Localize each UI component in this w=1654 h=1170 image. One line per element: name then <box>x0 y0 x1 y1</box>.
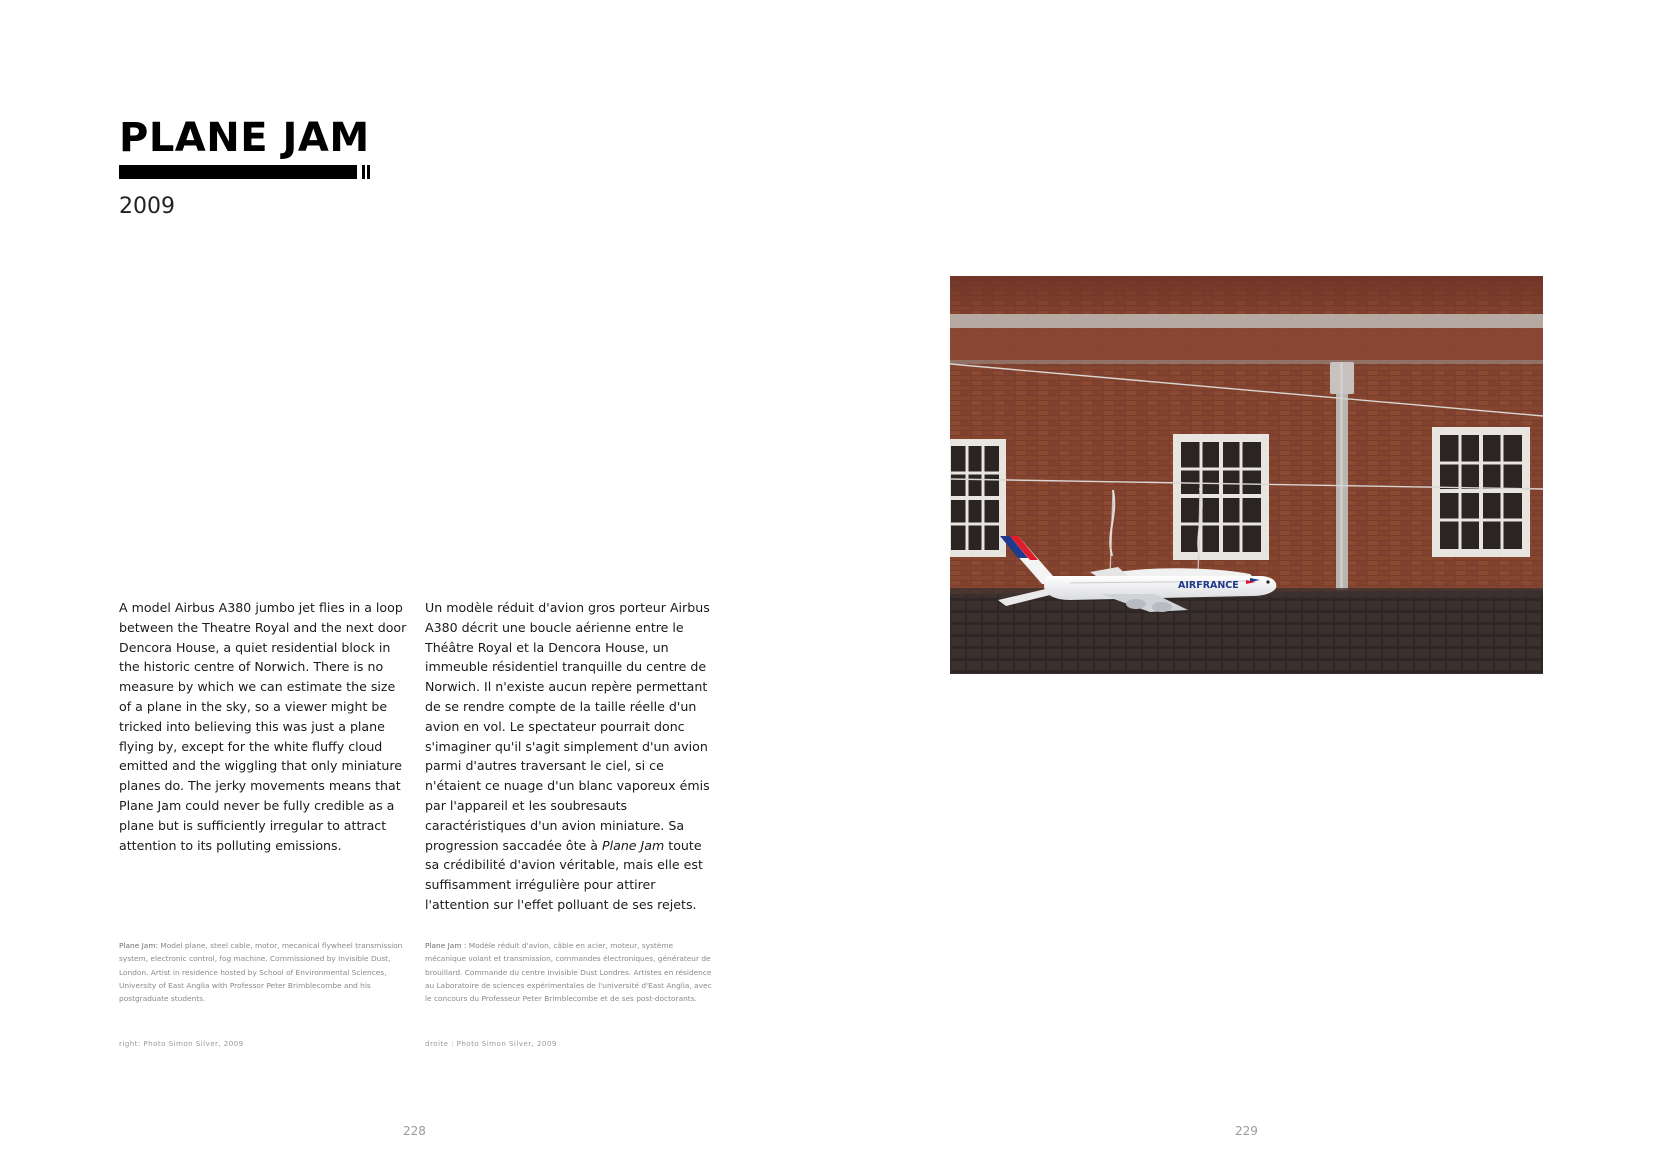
page-title: PLANE JAM <box>119 115 370 161</box>
caption-english-label: Plane Jam: <box>119 941 159 950</box>
title-underline-bar <box>119 165 357 179</box>
description-english: A model Airbus A380 jumbo jet flies in a loop between the Theatre Royal and the next door Dencora House, a quiet residential block in the historic centre of Norwich. There is no measure by which we can estimate the size of a plane in the sky, so a viewer might be tricked into believing this was just a plane flying by, except for the white fluffy cloud emitted and the wiggling that only miniature planes do. The jerky movements means that Plane Jam could never be fully credible as a plane but is sufficiently irregular to attract attention to its polluting emissions. <box>119 600 407 853</box>
description-french-part-2: toute sa crédibilité d'avion véritable, mais elle est suffisamment irrégulière pour attirer l'attention sur l'effet polluant de ses rejets. <box>425 837 703 912</box>
title-bar-tick-2 <box>367 165 370 179</box>
photo-credit-french: droite : Photo Simon Silver, 2009 <box>425 1039 557 1048</box>
description-french <box>425 598 715 915</box>
page-number-right: 229 <box>1235 1124 1258 1138</box>
text-column-english <box>119 598 411 855</box>
description-french-part-1: Un modèle réduit d'avion gros porteur Airbus A380 décrit une boucle aérienne entre le Théâtre Royal et la Dencora House, un immeuble résidentiel tranquille du centre de Norwich. Il n'existe aucun repère permettant de se rendre compte de la taille réelle d'un avion en vol. Le spectateur pourrait donc s'imaginer qu'il s'agit simplement d'un avion parmi d'autres traversant le ciel, si ce n'étaient ce nuage d'un blanc vaporeux émis par l'appareil et les soubresauts caractéristiques d'un avion miniature. Sa progression saccadée ôte à <box>425 600 710 853</box>
description-french-title-italic: Plane Jam <box>602 837 665 853</box>
caption-french <box>425 939 715 1005</box>
airline-livery-text: AIRFRANCE <box>1178 580 1239 591</box>
window-right <box>1432 427 1530 557</box>
window-center <box>1173 434 1269 560</box>
work-year: 2009 <box>119 194 175 219</box>
photo-plane-jam <box>950 276 1543 674</box>
text-column-french <box>425 598 715 915</box>
page-number-left: 228 <box>403 1124 426 1138</box>
caption-french-text: Modèle réduit d'avion, câble en acier, moteur, système mécanique volant et transmission, commandes électroniques, générateur de brouillard. Commande du centre Invisible Dust Londres. Artistes en résidence au Laboratoire de sciences expérimentales de l'université d'East Anglia, avec le concours du Professeur Peter Brimblecombe et de ses post-doctorants. <box>425 941 712 1004</box>
caption-english <box>119 939 404 1005</box>
roof-tiles <box>950 590 1543 674</box>
caption-english-text: Model plane, steel cable, motor, mecanical flywheel transmission system, electronic control, fog machine. Commissioned by Invisible Dust, London. Artist in residence hosted by School of Environmental Sciences, University of East Anglia with Professor Peter Brimblecombe and his postgraduate students. <box>119 941 403 1004</box>
photo-illustration <box>950 276 1543 674</box>
caption-french-label: Plane Jam : <box>425 941 467 950</box>
window-left <box>950 439 1006 557</box>
photo-credit-english: right: Photo Simon Silver, 2009 <box>119 1039 244 1048</box>
title-bar-tick-1 <box>362 165 365 179</box>
stone-band <box>950 314 1543 328</box>
